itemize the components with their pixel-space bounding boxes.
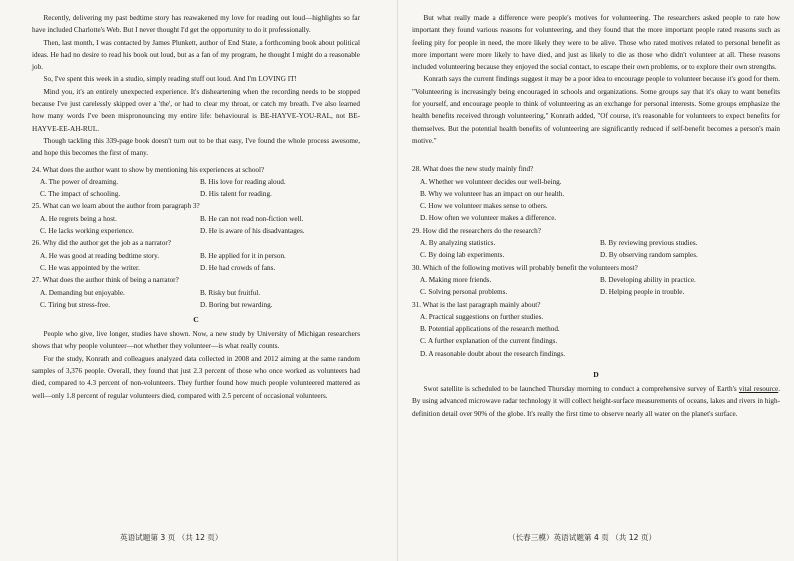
question-stem: 24. What does the author want to show by mentioning his experiences at school? xyxy=(32,165,265,174)
option-b[interactable]: B. Why we volunteer has an impact on our health. xyxy=(420,189,565,198)
question-stem: 31. What is the last paragraph mainly about? xyxy=(412,300,541,309)
section-c-heading: C xyxy=(193,315,199,325)
option-c[interactable]: C. The impact of schooling. xyxy=(40,190,121,199)
right-column xyxy=(412,12,780,420)
options xyxy=(412,237,780,262)
question-30 xyxy=(412,262,780,299)
passage-c-para-1: People who give, live longer, studies have shown. Now, a new study by University of Michigan researchers shows that why people volunteer—not whether they volunteer—is what really counts. xyxy=(32,330,360,351)
page-footer: （长春三模）英语试题第 4 页 （共 12 页） xyxy=(508,533,657,542)
option-b[interactable]: B. Developing ability in practice. xyxy=(600,275,696,284)
option-b[interactable]: B. He applied for it in person. xyxy=(200,251,286,260)
question-stem: 25. What can we learn about the author from paragraph 3? xyxy=(32,202,200,211)
option-d[interactable]: D. By observing random samples. xyxy=(600,251,698,260)
section-d-heading: D xyxy=(593,370,599,380)
passage-d-text-before: Swot satellite is scheduled to be launched Thursday morning to conduct a comprehensive survey of Earth's xyxy=(423,385,739,394)
option-b[interactable]: B. Potential applications of the research method. xyxy=(420,325,560,334)
option-a[interactable]: A. The power of dreaming. xyxy=(40,177,119,186)
passage-c-para-2: For the study, Konrath and colleagues analyzed data collected in 2008 and 2012 aiming at the same random samples of 3,376 people. Overall, they found that just 2.3 percent of those who once worked as volunteers had died, compared to 4.3 percent of non-volunteers. They further found how much people volunteered mattered as well—only 1.8 percent of regular volunteers died, compared with 2.5 percent of occasional volunteers. xyxy=(32,354,360,400)
question-stem: 30. Which of the following motives will probably benefit the volunteers most? xyxy=(412,263,638,272)
page-footer: 英语试题第 3 页 （共 12 页） xyxy=(120,533,223,542)
option-a[interactable]: A. Whether we volunteer decides our well-being. xyxy=(420,177,562,186)
underlined-phrase: vital resource xyxy=(738,385,779,394)
question-stem: 28. What does the new study mainly find? xyxy=(412,165,534,174)
option-a[interactable]: A. Demanding but enjoyable. xyxy=(40,288,125,297)
option-a[interactable]: A. Making more friends. xyxy=(420,275,492,284)
options xyxy=(32,287,360,312)
option-d[interactable]: D. He had crowds of fans. xyxy=(200,263,276,272)
option-b[interactable]: B. He can not read non-fiction well. xyxy=(200,214,304,223)
question-27 xyxy=(32,274,360,311)
passage-c-para-3: But what really made a difference were people's motives for volunteering. The researchers asked people to rate how important they found various reasons for volunteering, and they found that the more important people rated reasons such as feeling pity for people in need, the more likely they were to be alive. Those who rated motives related to personal benefit as more important were more likely to have died, and just as likely to die as those who didn't volunteer at all. These reasons included volunteering because they enjoyed the social contact, to escape their own problems, or to explore their own strengths. xyxy=(412,14,780,72)
passage-b-para-1: Recently, delivering my past bedtime story has reawakened my love for reading out loud—highlights so far have included Charlotte's Web. But I never thought I'd get the opportunity to do it professionally. xyxy=(32,14,360,35)
option-a[interactable]: A. He was good at reading bedtime story. xyxy=(40,251,160,260)
passage-d-text-after: . By using advanced microwave radar technology it will collect height-surface measurements of oceans, lakes and rivers in high-definition detail over 90% of the globe. It's really the first time to observe nearly all water on the planet's surface. xyxy=(412,385,781,418)
page-right xyxy=(397,0,794,561)
option-b[interactable]: B. His love for reading aloud. xyxy=(200,177,286,186)
options xyxy=(32,213,360,238)
option-a[interactable]: A. Practical suggestions on further studies. xyxy=(420,312,544,321)
options xyxy=(32,250,360,275)
left-column xyxy=(32,12,360,402)
option-c[interactable]: C. Tiring but stress-free. xyxy=(40,300,111,309)
option-a[interactable]: A. By analyzing statistics. xyxy=(420,239,496,248)
options xyxy=(412,176,780,225)
question-stem: 27. What does the author think of being a narrator? xyxy=(32,276,179,285)
option-d[interactable]: D. He is aware of his disadvantages. xyxy=(200,227,305,236)
option-b[interactable]: B. Risky but fruitful. xyxy=(200,288,261,297)
question-29 xyxy=(412,225,780,262)
question-31 xyxy=(412,299,780,360)
option-c[interactable]: C. A further explanation of the current findings. xyxy=(420,337,558,346)
option-c[interactable]: C. How we volunteer makes sense to others. xyxy=(420,202,548,211)
question-26 xyxy=(32,237,360,274)
passage-b-para-3: So, I've spent this week in a studio, simply reading stuff out loud. And I'm LOVING IT! xyxy=(43,75,297,84)
question-24 xyxy=(32,164,360,201)
passage-c-para-4: Konrath says the current findings suggest it may be a poor idea to encourage people to volunteer because it's good for them. "Volunteering is increasingly being encouraged in schools and organizations. Some groups say that it's okay to want benefits for yourself, and encourage people to think of volunteering as an exchange for personal interests. Some groups emphasize the health benefits received through volunteering," Konrath added, "Of course, it's reasonable for volunteers to expect benefits for themselves. But the potential health benefits of volunteering are significantly reduced if self-benefit becomes a person's main motive." xyxy=(412,75,780,145)
option-c[interactable]: C. Solving personal problems. xyxy=(420,288,508,297)
options xyxy=(412,274,780,299)
option-c[interactable]: C. By doing lab experiments. xyxy=(420,251,505,260)
option-d[interactable]: D. Boring but rewarding. xyxy=(200,300,273,309)
option-d[interactable]: D. How often we volunteer makes a difference. xyxy=(420,214,557,223)
passage-b-para-5: Though tackling this 339-page book doesn't turn out to be that easy, I've found the whole process awesome, and hope this becomes the first of many. xyxy=(32,136,360,158)
option-c[interactable]: C. He was appointed by the writer. xyxy=(40,263,140,272)
option-c[interactable]: C. He lacks working experience. xyxy=(40,227,134,236)
options xyxy=(32,176,360,201)
option-a[interactable]: A. He regrets being a host. xyxy=(40,214,117,223)
question-stem: 26. Why did the author get the job as a narrator? xyxy=(32,239,171,248)
question-28 xyxy=(412,163,780,224)
option-d[interactable]: D. His talent for reading. xyxy=(200,190,272,199)
question-25 xyxy=(32,200,360,237)
passage-b-para-2: Then, last month, I was contacted by James Plunkett, author of End State, a forthcoming book about political ideas. He had no desire to read his book out loud, but as a fan of my program, he thought I might do a reasonable job. xyxy=(32,38,360,72)
options xyxy=(412,311,780,360)
question-stem: 29. How did the researchers do the research? xyxy=(412,226,541,235)
passage-d-para-1 xyxy=(412,383,780,420)
option-b[interactable]: B. By reviewing previous studies. xyxy=(600,239,698,248)
option-d[interactable]: D. A reasonable doubt about the research findings. xyxy=(420,349,566,358)
passage-b-para-4: Mind you, it's an entirely unexpected experience. It's disheartening when the recording needs to be stopped because I've just carelessly skipped over a 'the', or had to clear my throat, or catch my breath. I've also learned how many words I've been mispronouncing my entire life: behavioural is BE-HAYVE-YOU-RAL, not BE-HAYVE-EE-AH-RUL. xyxy=(32,87,360,133)
option-d[interactable]: D. Helping people in trouble. xyxy=(600,288,685,297)
